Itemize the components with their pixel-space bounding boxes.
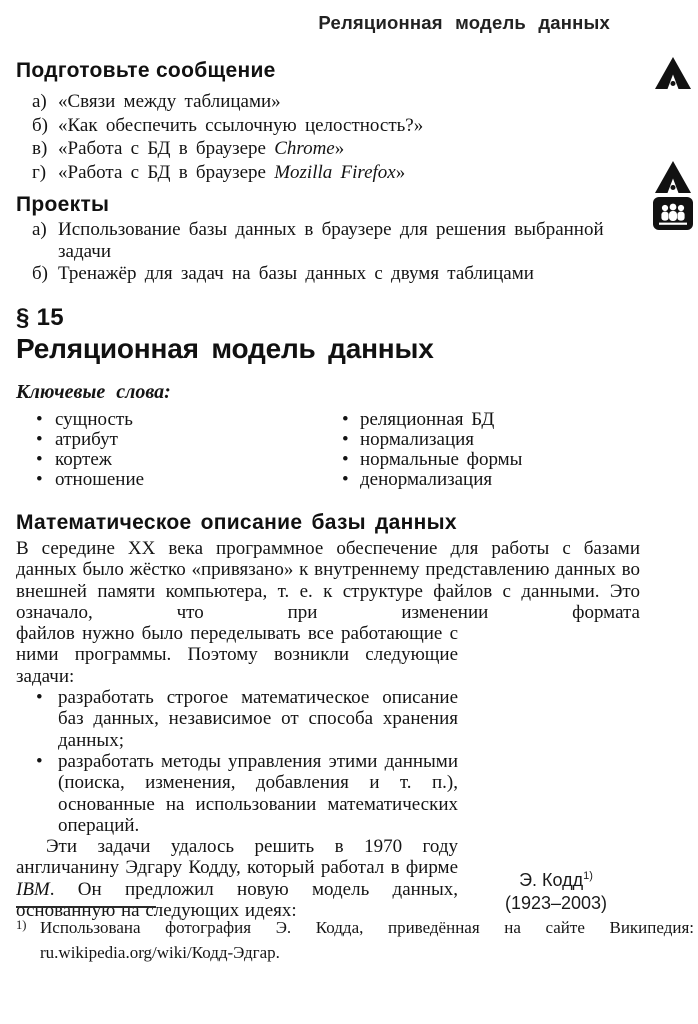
item-text-italic: Chrome bbox=[274, 138, 335, 159]
list-item bbox=[16, 263, 640, 285]
item-text: «Связи между таблицами» bbox=[58, 91, 281, 112]
footnote-reference: 1) bbox=[583, 870, 593, 882]
paragraph-fragment: Эти задачи удалось решить в 1970 году англичанину Эдгару Кодду, который работал в фирме bbox=[16, 836, 458, 879]
tasks-list bbox=[16, 687, 458, 836]
footnote-text: Использована фотография Э. Кодда, приведённая на сайте Википедия: ru.wikipedia.org/wiki/Кодд-Эдгар. bbox=[40, 918, 694, 962]
footnote-marker: 1) bbox=[16, 918, 27, 932]
narrow-text-column bbox=[16, 623, 458, 921]
caption-name-line bbox=[470, 865, 642, 892]
list-item bbox=[16, 137, 640, 161]
item-text: Тренажёр для задач на базы данных с двумя таблицами bbox=[58, 263, 534, 284]
item-text: » bbox=[334, 138, 345, 159]
task-item: • разработать методы управления этими данными (поиска, изменения, добавления и т. п.), основанные на использовании математических операций. bbox=[16, 751, 458, 836]
footnote-separator bbox=[16, 906, 156, 908]
item-label: б) bbox=[32, 263, 48, 284]
math-description-heading: Математическое описание базы данных bbox=[16, 511, 457, 534]
item-label: в) bbox=[32, 138, 48, 159]
keywords-label: Ключевые слова: bbox=[16, 381, 171, 403]
paragraph-text: В середине XX века программное обеспечение для работы с базами данных было жёстко «привязано» к внутреннему представлению данных во внешней памяти компьютера, т. е. к структуре файлов с данными. Это означало, что при изменении формата bbox=[16, 538, 640, 623]
section-title: Реляционная модель данных bbox=[16, 333, 434, 364]
projects-list bbox=[16, 219, 640, 285]
list-item bbox=[16, 219, 640, 263]
item-label: б) bbox=[32, 114, 48, 136]
footnote-text-block bbox=[16, 915, 694, 965]
keyword-item: • денормализация bbox=[342, 470, 640, 490]
keyword-item: • отношение bbox=[16, 470, 342, 490]
paragraph-text: файлов нужно было переделывать все работающие с ними программы. Поэтому возникли следующие задачи: bbox=[16, 623, 458, 687]
item-label: а) bbox=[32, 219, 47, 240]
item-text: «Работа с БД в браузере bbox=[58, 161, 275, 183]
keyword-item: • нормальные формы bbox=[342, 450, 640, 470]
keyword-item: • сущность bbox=[16, 410, 342, 430]
item-label: г) bbox=[32, 161, 47, 183]
prepare-message-heading: Подготовьте сообщение bbox=[16, 59, 276, 82]
paragraph-fragment: . Он предложил новую модель данных, основанную на следующих идеях: bbox=[16, 878, 458, 922]
company-name-italic: IBM bbox=[16, 878, 50, 900]
page-content bbox=[16, 0, 640, 921]
item-text-italic: Mozilla Firefox bbox=[274, 161, 396, 183]
caption-name: Э. Кодд bbox=[519, 870, 584, 890]
keyword-item: • нормализация bbox=[342, 430, 640, 450]
list-item bbox=[16, 90, 640, 114]
item-text: «Как обеспечить ссылочную целостность?» bbox=[58, 114, 424, 136]
section-number: § 15 bbox=[16, 304, 64, 331]
prepare-message-margin-icon bbox=[655, 57, 691, 89]
keywords-column-left bbox=[16, 410, 342, 490]
group-work-icon bbox=[653, 197, 693, 230]
keyword-item: • атрибут bbox=[16, 430, 342, 450]
item-text: «Работа с БД в браузере bbox=[58, 138, 275, 159]
running-title: Реляционная модель данных bbox=[318, 12, 610, 33]
footnote bbox=[16, 906, 694, 965]
keywords-columns bbox=[16, 410, 640, 490]
item-label: а) bbox=[32, 91, 47, 112]
keyword-item: • кортеж bbox=[16, 450, 342, 470]
list-item bbox=[16, 161, 640, 185]
projects-margin-icon bbox=[655, 161, 691, 193]
item-text: Использование базы данных в браузере для решения выбранной задачи bbox=[58, 219, 604, 262]
caption-years: (1923–2003) bbox=[504, 893, 608, 913]
prepare-message-list bbox=[16, 90, 640, 184]
task-item: • разработать строгое математическое описание баз данных, независимое от способа хранения данных; bbox=[16, 687, 458, 751]
keyword-item: • реляционная БД bbox=[342, 410, 640, 430]
keywords-column-right bbox=[342, 410, 640, 490]
projects-heading: Проекты bbox=[16, 193, 110, 216]
list-item bbox=[16, 114, 640, 138]
item-text: » bbox=[395, 161, 406, 183]
